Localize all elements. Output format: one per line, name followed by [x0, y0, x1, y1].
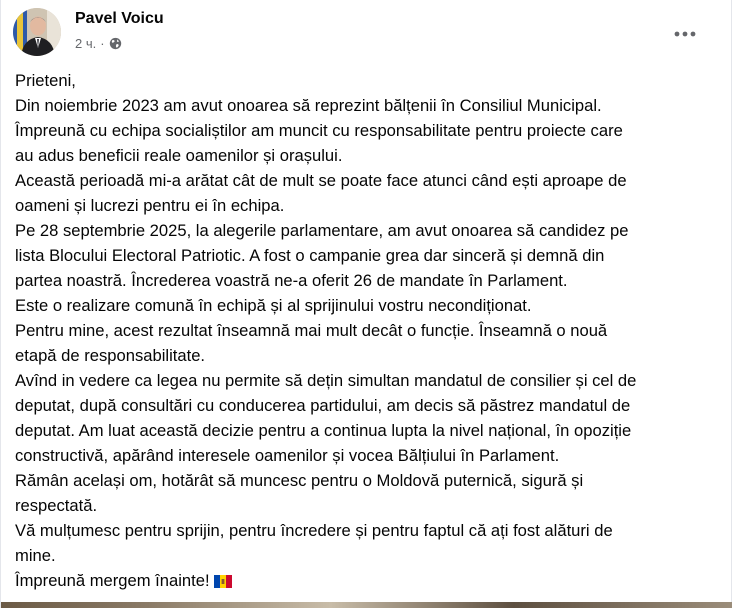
post-text-line [15, 193, 715, 218]
post-text-line [15, 318, 715, 343]
post-text-line [15, 443, 715, 468]
post-text-line [15, 493, 715, 518]
post-text-line [15, 468, 715, 493]
moldova-flag-icon [214, 570, 232, 595]
post-text-line-content: mine. [15, 546, 56, 565]
post-text-line-content: lista Blocului Electoral Patriotic. A fost o campanie grea dar sinceră și demnă din [15, 246, 605, 265]
post-text [15, 68, 715, 595]
post-text-line [15, 543, 715, 568]
post-text-line [15, 93, 715, 118]
meta-separator: · [100, 36, 105, 51]
post-text-line [15, 168, 715, 193]
post-text-line-content: Avînd in vedere ca legea nu permite să dețin simultan mandatul de consilier și cel de [15, 371, 637, 390]
post-text-line-content: Rămân același om, hotărât să muncesc pentru o Moldovă puternică, sigură și [15, 471, 584, 490]
post-text-line-content: Pentru mine, acest rezultat înseamnă mai mult decât o funcție. Înseamnă o nouă [15, 321, 608, 340]
post-text-line-content: respectată. [15, 496, 98, 515]
more-options-button[interactable] [667, 16, 703, 52]
post-text-line [15, 143, 715, 168]
attached-image-preview[interactable] [1, 602, 732, 608]
post-time[interactable]: 2 ч. [75, 36, 97, 51]
post-text-line [15, 518, 715, 543]
post-text-line [15, 368, 715, 393]
post-text-line [15, 343, 715, 368]
post-text-line-content: Împreună mergem înainte! [15, 571, 210, 590]
post-text-line-content: Vă mulțumesc pentru sprijin, pentru încredere și pentru faptul că ați fost alături de [15, 521, 613, 540]
globe-icon[interactable] [109, 37, 122, 50]
post-text-line-content: deputat, după consultări cu conducerea partidului, am decis să păstrez mandatul de [15, 396, 631, 415]
post-text-line-content: Prieteni, [15, 71, 76, 90]
post-text-line-content: etapă de responsabilitate. [15, 346, 206, 365]
post-text-line [15, 568, 715, 595]
post-text-line-content: Această perioadă mi-a arătat cât de mult se poate face atunci când ești aproape de [15, 171, 627, 190]
post-text-line [15, 243, 715, 268]
post-text-line-content: Pe 28 septembrie 2025, la alegerile parlamentare, am avut onoarea să candidez pe [15, 221, 629, 240]
more-horizontal-icon [674, 31, 696, 37]
post-text-line [15, 293, 715, 318]
post-text-line-content: constructivă, apărând interesele oamenilor și vocea Bălțiului în Parlament. [15, 446, 560, 465]
post-header [13, 8, 713, 58]
post-text-line-content: oameni și lucrezi pentru ei în echipa. [15, 196, 285, 215]
post-text-line [15, 393, 715, 418]
post-text-line-content: deputat. Am luat această decizie pentru a continua lupta la nivel național, în opoziție [15, 421, 632, 440]
post-text-line [15, 118, 715, 143]
post-text-line-content: Este o realizare comună în echipă și al sprijinului vostru necondiționat. [15, 296, 532, 315]
post-text-line-content: Din noiembrie 2023 am avut onoarea să reprezint bălțenii în Consiliul Municipal. [15, 96, 602, 115]
post-text-line-content: partea noastră. Încrederea voastră ne-a oferit 26 de mandate în Parlament. [15, 271, 568, 290]
post-text-line [15, 68, 715, 93]
avatar-photo-icon [13, 8, 61, 56]
post-text-line [15, 418, 715, 443]
post-text-line-content: Împreună cu echipa socialiștilor am muncit cu responsabilitate pentru proiecte care [15, 121, 623, 140]
author-avatar[interactable] [13, 8, 61, 56]
author-name[interactable]: Pavel Voicu [75, 10, 164, 27]
post-text-line [15, 218, 715, 243]
post-meta [75, 36, 122, 51]
post-text-line-content: au adus beneficii reale oamenilor și orașului. [15, 146, 343, 165]
post-text-line [15, 268, 715, 293]
